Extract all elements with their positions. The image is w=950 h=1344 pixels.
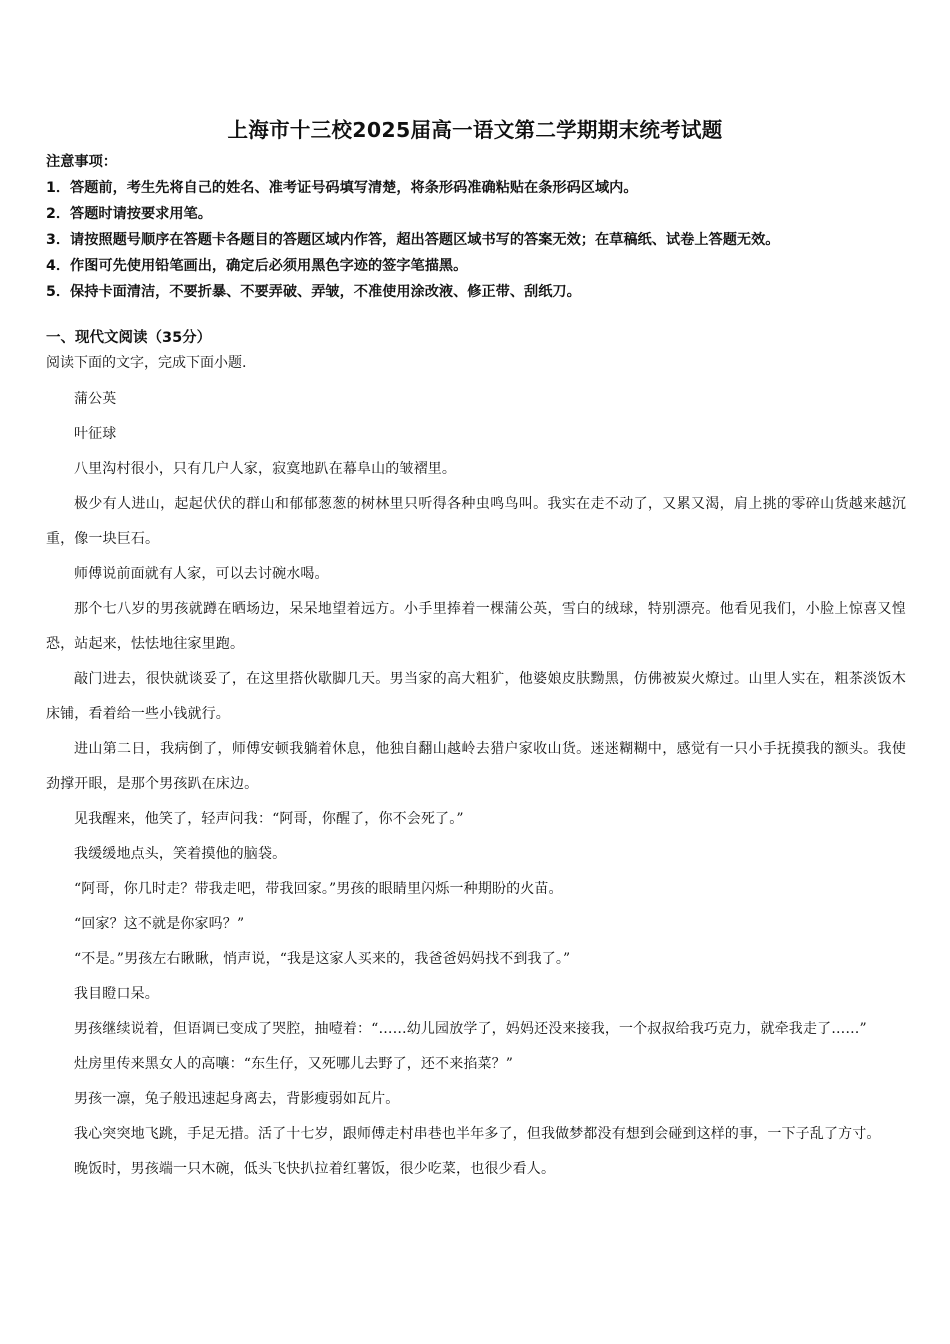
passage-paragraph: 八里沟村很小，只有几户人家，寂寞地趴在幕阜山的皱褶里。: [74, 461, 457, 477]
notice-item-2: 2．答题时请按要求用笔。: [46, 206, 212, 222]
notice-item-3: 3．请按照题号顺序在答题卡各题目的答题区域内作答，超出答题区域书写的答案无效；在草稿纸、试卷上答题无效。: [46, 232, 780, 248]
notice-heading: 注意事项：: [46, 154, 117, 170]
passage-author: 叶征球: [74, 426, 117, 442]
passage-paragraph: 见我醒来，他笑了，轻声问我：“阿哥，你醒了，你不会死了。”: [74, 811, 464, 827]
passage-paragraph: 极少有人进山，起起伏伏的群山和郁郁葱葱的树林里只听得各种虫鸣鸟叫。我实在走不动了，又累又渴，肩上挑的零碎山货越来越沉重，像一块巨石。: [46, 496, 906, 547]
notice-item-1: 1．答题前，考生先将自己的姓名、准考证号码填写清楚，将条形码准确粘贴在条形码区域内。: [46, 180, 638, 196]
passage-paragraph: 师傅说前面就有人家，可以去讨碗水喝。: [74, 566, 329, 582]
passage-title: 蒲公英: [74, 391, 117, 407]
passage-paragraph: 我心突突地飞跳，手足无措。活了十七岁，跟师傅走村串巷也半年多了，但我做梦都没有想到会碰到这样的事，一下子乱了方寸。: [74, 1126, 881, 1142]
passage-paragraph: 晚饭时，男孩端一只木碗，低头飞快扒拉着红薯饭，很少吃菜，也很少看人。: [74, 1161, 556, 1177]
passage-paragraph: “阿哥，你几时走？带我走吧，带我回家。”男孩的眼睛里闪烁一种期盼的火苗。: [74, 881, 563, 897]
notice-item-5: 5．保持卡面清洁，不要折暴、不要弄破、弄皱，不准使用涂改液、修正带、刮纸刀。: [46, 284, 581, 300]
passage-paragraph: “不是。”男孩左右瞅瞅，悄声说，“我是这家人买来的，我爸爸妈妈找不到我了。”: [74, 951, 571, 967]
passage-paragraph: 那个七八岁的男孩就蹲在晒场边，呆呆地望着远方。小手里捧着一棵蒲公英，雪白的绒球，特别漂亮。他看见我们，小脸上惊喜又惶恐，站起来，怯怯地往家里跑。: [46, 601, 906, 652]
section-heading: 一、现代文阅读（35分）: [46, 330, 212, 346]
reading-instruction: 阅读下面的文字，完成下面小题.: [46, 355, 247, 371]
reading-passage: [46, 382, 906, 1187]
passage-paragraph: 男孩一凛，兔子般迅速起身离去，背影瘦弱如瓦片。: [74, 1091, 400, 1107]
notice-block: [46, 152, 916, 308]
passage-paragraph: 男孩继续说着，但语调已变成了哭腔，抽噎着：“……幼儿园放学了，妈妈还没来接我，一个叔叔给我巧克力，就牵我走了……”: [74, 1021, 867, 1037]
notice-item-4: 4．作图可先使用铅笔画出，确定后必须用黑色字迹的签字笔描黑。: [46, 258, 468, 274]
passage-paragraph: 灶房里传来黑女人的高嚷：“东生仔，又死哪儿去野了，还不来掐菜？”: [74, 1056, 514, 1072]
passage-paragraph: 我目瞪口呆。: [74, 986, 159, 1002]
passage-paragraph: 进山第二日，我病倒了，师傅安顿我躺着休息，他独自翻山越岭去猎户家收山货。迷迷糊糊中，感觉有一只小手抚摸我的额头。我使劲撑开眼，是那个男孩趴在床边。: [46, 741, 906, 792]
passage-paragraph: 我缓缓地点头，笑着摸他的脑袋。: [74, 846, 287, 862]
passage-paragraph: “回家？这不就是你家吗？”: [74, 916, 245, 932]
document-title: 上海市十三校2025届高一语文第二学期期末统考试题: [227, 118, 723, 142]
passage-paragraph: 敲门进去，很快就谈妥了，在这里搭伙歇脚几天。男当家的高大粗犷，他婆娘皮肤黝黑，仿佛被炭火燎过。山里人实在，粗茶淡饭木床铺，看着给一些小钱就行。: [46, 671, 906, 722]
